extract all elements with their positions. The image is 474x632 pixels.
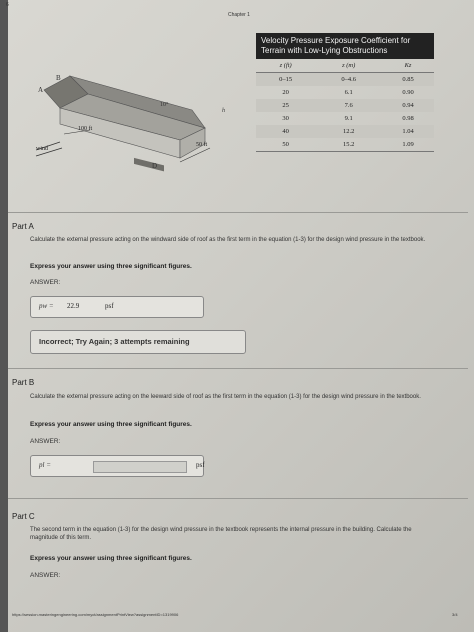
pw-symbol: pw = (39, 302, 54, 310)
table-title: Velocity Pressure Exposure Coefficient for Terrain with Low-Lying Obstructions (256, 33, 434, 59)
table-cell: 0.85 (382, 73, 434, 87)
table-cell: 1.04 (382, 125, 434, 138)
label-d: D (152, 162, 158, 170)
part-b-instruction: Express your answer using three significant figures. (30, 421, 192, 428)
table-cell: 0–4.6 (315, 73, 382, 87)
table-cell: 40 (256, 125, 315, 138)
part-a-instruction: Express your answer using three significant figures. (30, 263, 192, 270)
building-diagram (30, 58, 240, 178)
part-a-answer-box[interactable] (30, 296, 204, 318)
table-cell: 6.1 (344, 89, 353, 96)
label-wind: wind (36, 146, 48, 152)
part-b-input[interactable] (93, 461, 187, 473)
kz-table (256, 33, 434, 152)
part-c-instruction: Express your answer using three significant figures. (30, 555, 192, 562)
table-cell: 50 (256, 138, 315, 152)
part-a-unit: psf (105, 302, 114, 310)
table-cell: 9.1 (344, 115, 353, 122)
part-a-feedback: Incorrect; Try Again; 3 attempts remaining (30, 330, 246, 354)
footer-page-number: 3/4 (452, 612, 458, 617)
table-cell: 20 (282, 89, 289, 96)
table-row (256, 99, 434, 112)
part-c-question: The second term in the equation (1-3) for the design wind pressure in the textbook represents the internal pressure in the building. Calculate the magnitude of this term. (30, 527, 412, 541)
table-cell: 7.6 (315, 99, 382, 112)
table-row (256, 125, 434, 138)
part-a-value[interactable]: 22.9 (67, 302, 80, 310)
chapter-header: Chapter 1 (228, 12, 250, 18)
table-cell: 12.2 (315, 125, 382, 138)
table-header: z (ft) (256, 59, 315, 73)
table-cell: 30 (282, 115, 289, 122)
part-b-title: Part B (12, 378, 35, 387)
windows-band (134, 158, 164, 171)
part-c-answer-label: ANSWER: (30, 572, 61, 579)
table-cell: 15.2 (315, 138, 382, 152)
part-b-answer-box (30, 455, 204, 477)
corner-mark: 6 (6, 2, 9, 8)
table-cell: 0.98 (402, 115, 414, 122)
table-cell: 0.94 (382, 99, 434, 112)
table-cell: 0–15 (256, 73, 315, 87)
building-figure (30, 58, 240, 178)
part-b-answer-label: ANSWER: (30, 438, 61, 445)
label-angle: 10° (160, 102, 169, 108)
table-row (256, 86, 434, 99)
section-divider (8, 368, 468, 369)
table-cell: 0.90 (402, 89, 414, 96)
table-header: Kz (382, 59, 434, 73)
section-divider (8, 212, 468, 213)
label-length: 100 ft (78, 126, 93, 132)
kz-data-table (256, 59, 434, 152)
part-b-question: Calculate the external pressure acting on the leeward side of roof as the first term in the equation (1-3) for the design wind pressure in the textbook. (30, 394, 421, 400)
part-a-title: Part A (12, 222, 34, 231)
part-a-answer-label: ANSWER: (30, 279, 61, 286)
page-edge (0, 0, 8, 632)
label-b: B (56, 74, 61, 82)
label-width: 50 ft (196, 142, 208, 148)
part-b-unit: psf (196, 461, 205, 469)
table-header: z (m) (315, 59, 382, 73)
label-h: h (222, 108, 225, 114)
pl-symbol: pl = (39, 461, 51, 469)
footer-url: https://session.masteringengineering.com/myct/assignmentPrintView?assignmentID=1319906 (12, 612, 179, 617)
table-cell: 25 (256, 99, 315, 112)
table-cell: 1.09 (382, 138, 434, 152)
section-divider (8, 498, 468, 499)
part-a-question: Calculate the external pressure acting on the windward side of roof as the first term in the equation (1-3) for the design wind pressure in the textbook. (30, 237, 426, 243)
table-row (256, 112, 434, 125)
part-c-title: Part C (12, 512, 35, 521)
label-a: A (38, 86, 44, 94)
table-row (256, 73, 434, 87)
table-row (256, 138, 434, 152)
